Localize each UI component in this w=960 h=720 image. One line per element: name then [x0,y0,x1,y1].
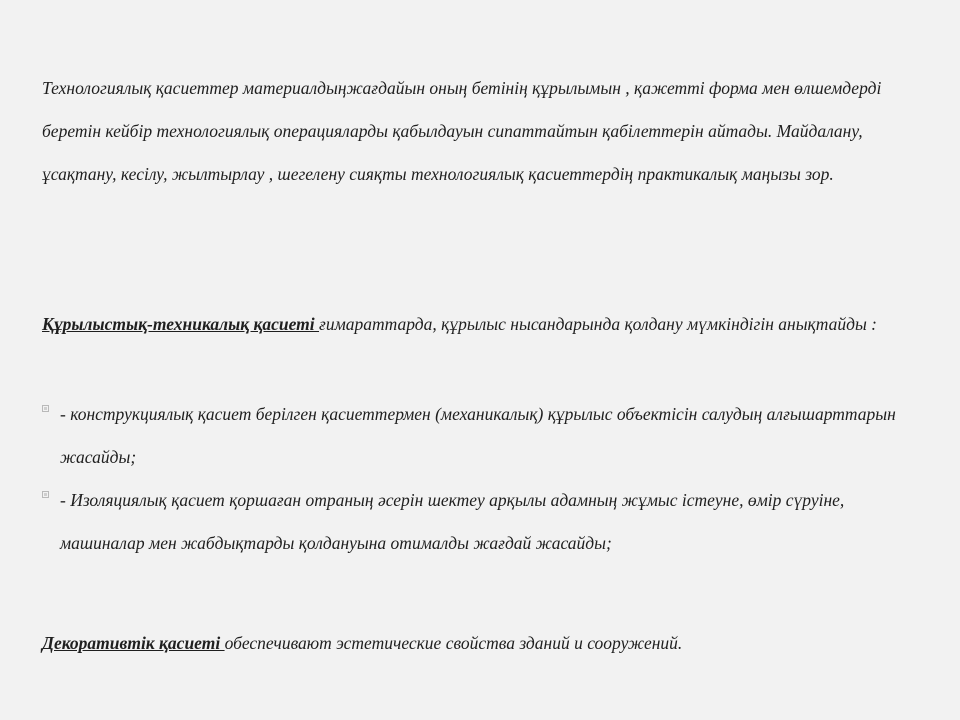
construction-title: Құрылыстық-техникалық қасиеті [42,314,320,334]
bullet-item [42,479,922,565]
decorative-title: Декоративтік қасиеті [42,633,225,653]
bullet-text: - Изоляциялық қасиет қоршаған отраның әсерін шектеу арқылы адамның жұмыс істеуне, өмір сүруіне, машиналар мен жабдықтарды қолдануына отималды жағдай жасайды; [60,490,845,553]
construction-bullet-list [42,393,922,565]
bullet-item [42,393,922,479]
bullet-marker-icon [42,491,49,498]
construction-paragraph [42,303,922,346]
decorative-text: обеспечивают эстетические свойства зданий и сооружений. [224,633,683,653]
bullet-marker-icon [42,405,49,412]
decorative-paragraph [42,622,922,665]
bullet-text: - конструкциялық қасиет берілген қасиеттермен (механикалық) құрылыс объектісін салудың алғышарттарын жасайды; [60,404,896,467]
intro-paragraph: Технологиялық қасиеттер материалдыңжағдайын оның бетінің құрылымын , қажетті форма мен өлшемдерді беретін кейбір технологиялық операцияларды қабылдауын сипаттайтын қабілеттерін айтады. Майдалану, ұсақтану, кесілу, жылтырлау , шегелену сияқты технологиялық қасиеттердің практикалық маңызы зор. [42,78,882,184]
construction-text: ғимараттарда, құрылыс нысандарында қолдану мүмкіндігін анықтайды : [319,314,878,334]
